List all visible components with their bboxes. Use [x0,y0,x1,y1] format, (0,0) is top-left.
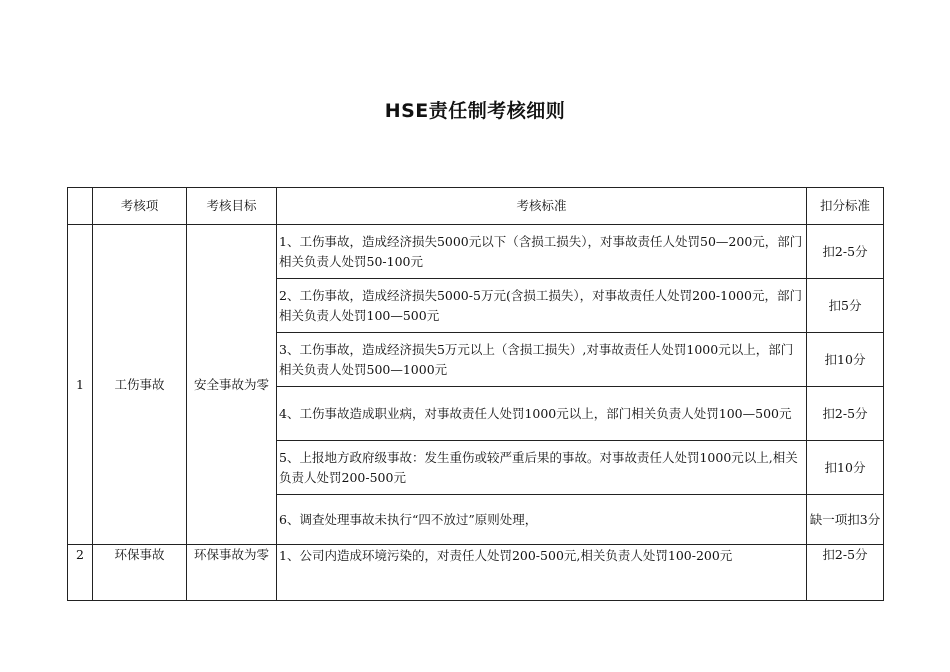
standard-cell: 2、工伤事故，造成经济损失5000-5万元(含损工损失），对事故责任人处罚200-1000元，部门相关负责人处罚100—500元 [277,279,807,333]
deduction-cell: 扣10分 [807,441,884,495]
header-standard: 考核标准 [277,188,807,225]
deduction-cell: 扣2-5分 [807,387,884,441]
table-row [68,225,884,279]
row-index: 2 [68,545,93,601]
row-item: 环保事故 [93,545,187,601]
row-goal: 环保事故为零 [187,545,277,601]
header-goal: 考核目标 [187,188,277,225]
header-item: 考核项 [93,188,187,225]
standard-cell: 3、工伤事故，造成经济损失5万元以上（含损工损失）,对事故责任人处罚1000元以上，部门相关负责人处罚500—1000元 [277,333,807,387]
standard-cell: 4、工伤事故造成职业病，对事故责任人处罚1000元以上，部门相关负责人处罚100—500元 [277,387,807,441]
deduction-cell: 扣10分 [807,333,884,387]
header-index [68,188,93,225]
assessment-table [67,187,884,601]
row-item: 工伤事故 [93,225,187,545]
document-title: HSE责任制考核细则 [384,100,566,122]
deduction-cell: 扣2-5分 [807,225,884,279]
table-row [68,545,884,601]
row-goal: 安全事故为零 [187,225,277,545]
deduction-cell: 扣5分 [807,279,884,333]
table-header-row [68,188,884,225]
header-deduction: 扣分标准 [807,188,884,225]
standard-cell: 1、公司内造成环境污染的，对责任人处罚200-500元,相关负责人处罚100-200元 [277,545,807,601]
deduction-cell: 扣2-5分 [807,545,884,601]
standard-cell: 6、调查处理事故未执行“四不放过”原则处理， [277,495,807,545]
deduction-cell: 缺一项扣3分 [807,495,884,545]
row-index: 1 [68,225,93,545]
standard-cell: 5、上报地方政府级事故：发生重伤或较严重后果的事故。对事故责任人处罚1000元以上,相关负责人处罚200-500元 [277,441,807,495]
standard-cell: 1、工伤事故，造成经济损失5000元以下（含损工损失），对事故责任人处罚50—200元，部门相关负责人处罚50-100元 [277,225,807,279]
